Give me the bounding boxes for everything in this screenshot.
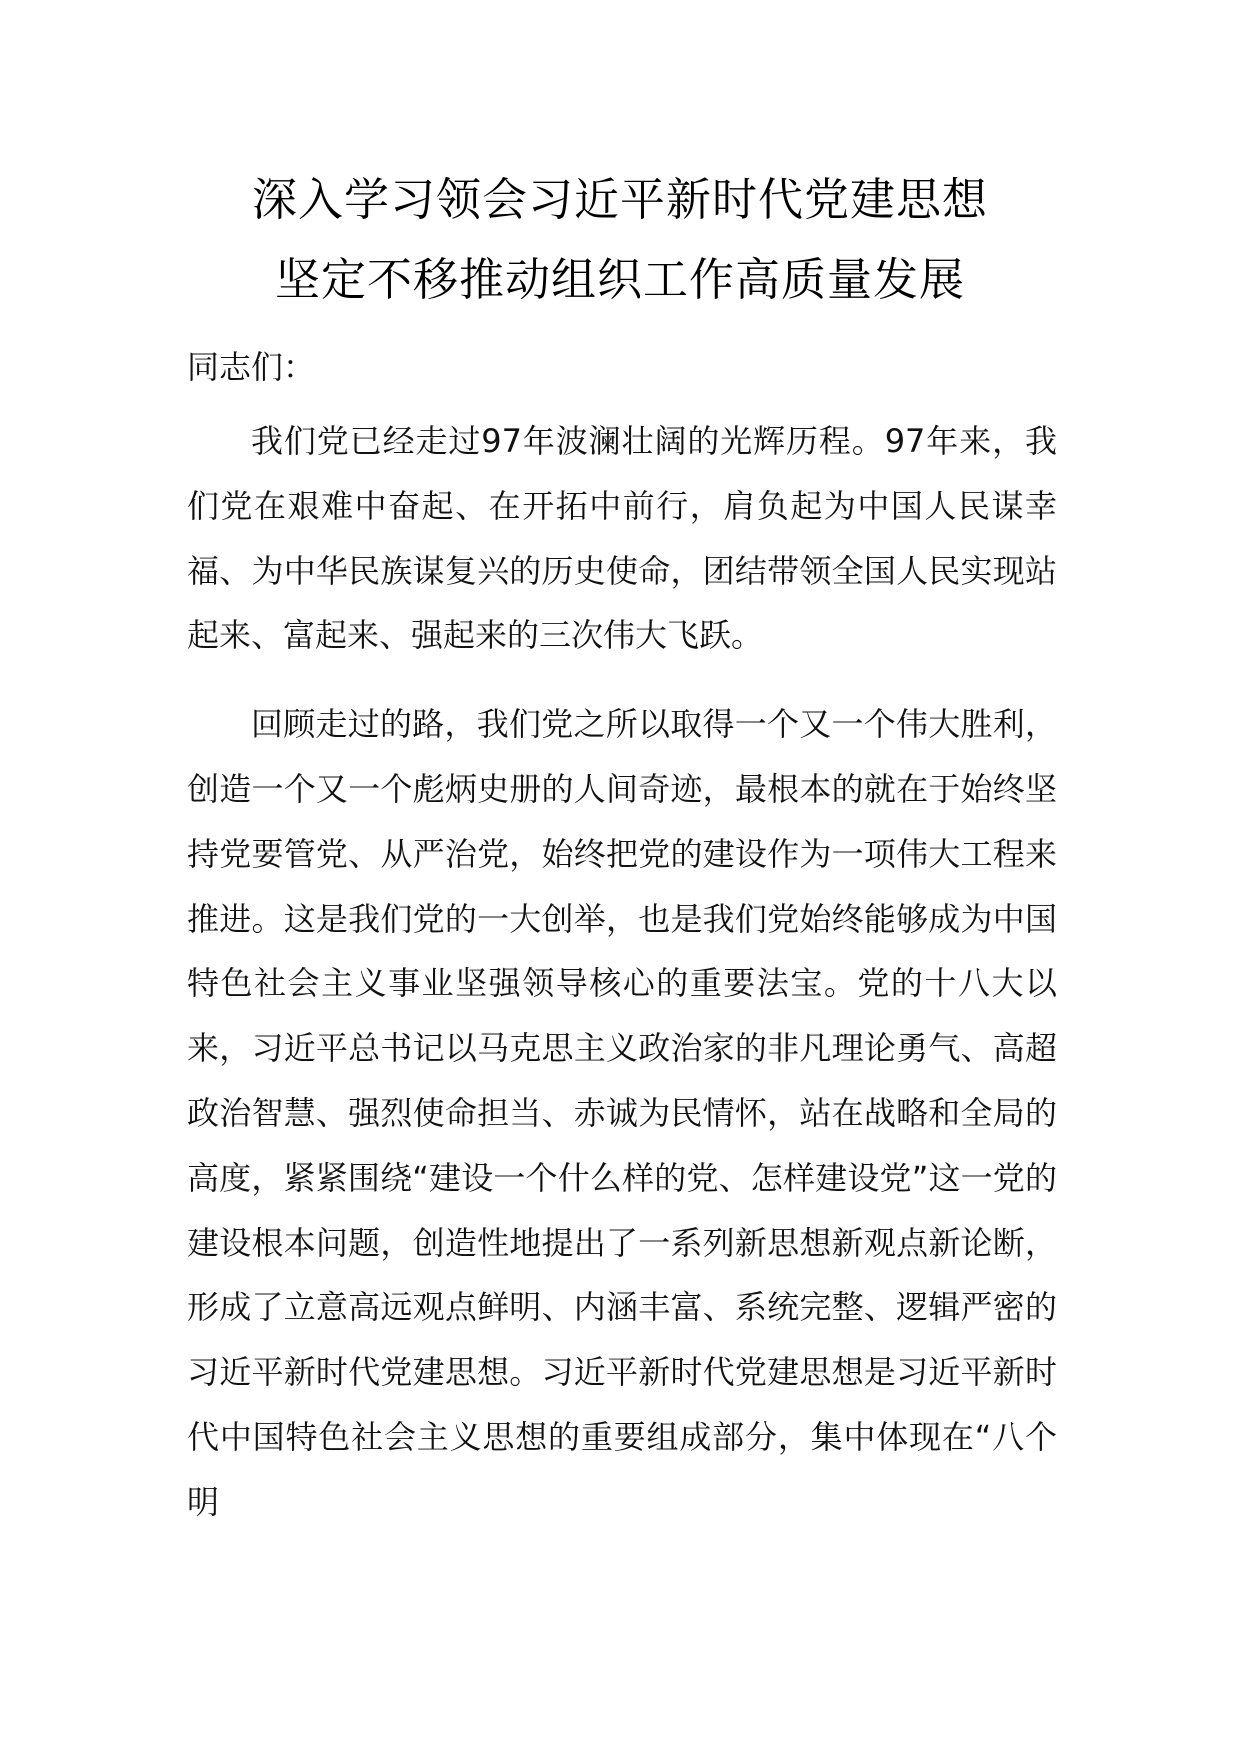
salutation: 同志们：	[187, 348, 316, 386]
document-body	[187, 335, 1057, 1559]
paragraph-2: 回顾走过的路，我们党之所以取得一个又一个伟大胜利，创造一个又一个彪炳史册的人间奇迹，最根本的就在于始终坚持党要管党、从严治党，始终把党的建设作为一项伟大工程来推进。这是我们党的一大创举，也是我们党始终能够成为中国特色社会主义事业坚强领导核心的重要法宝。党的十八大以来，习近平总书记以马克思主义政治家的非凡理论勇气、高超政治智慧、强烈使命担当、赤诚为民情怀，站在战略和全局的高度，紧紧围绕“建设一个什么样的党、怎样建设党”这一党的建设根本问题，创造性地提出了一系列新思想新观点新论断，形成了立意高远观点鲜明、内涵丰富、系统完整、逻辑严密的习近平新时代党建思想。习近平新时代党建思想是习近平新时代中国特色社会主义思想的重要组成部分，集中体现在“八个明	[187, 705, 1057, 1521]
paragraph-1: 我们党已经走过97年波澜壮阔的光辉历程。97年来，我们党在艰难中奋起、在开拓中前行，肩负起为中国人民谋幸福、为中华民族谋复兴的历史使命，团结带领全国人民实现站起来、富起来、强起来的三次伟大飞跃。	[187, 422, 1057, 655]
document-title	[0, 160, 1240, 320]
title-line-2: 坚定不移推动组织工作高质量发展	[274, 253, 965, 306]
title-line-1: 深入学习领会习近平新时代党建思想	[251, 173, 988, 226]
